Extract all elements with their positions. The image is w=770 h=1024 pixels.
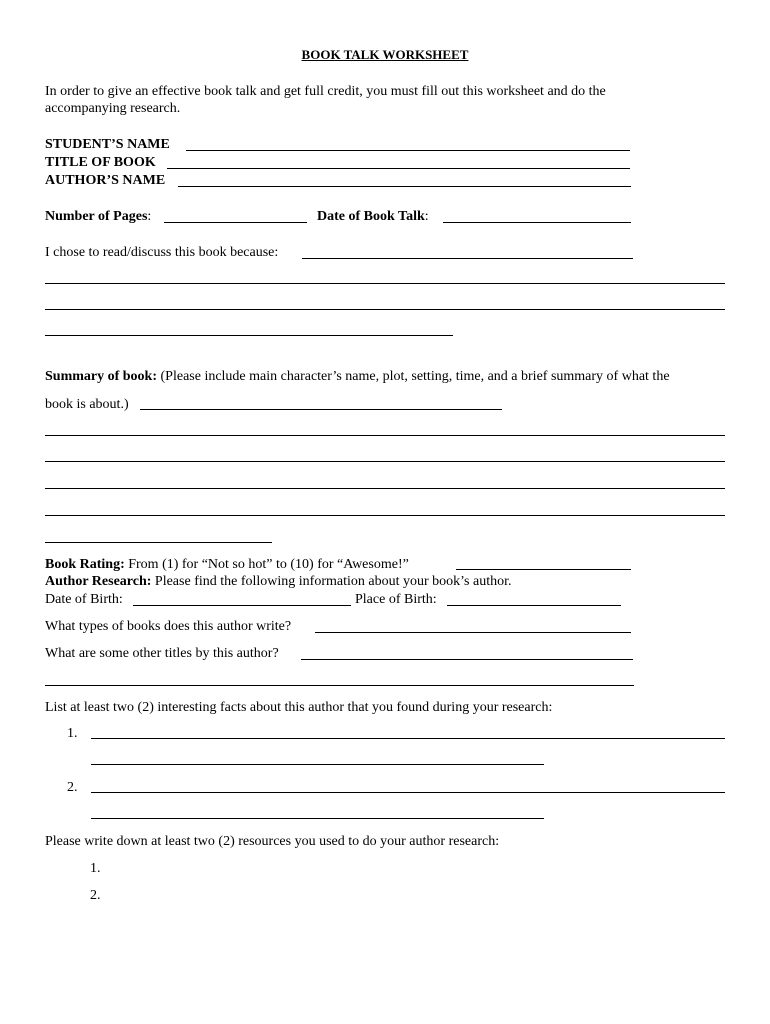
facts-prompt: List at least two (2) interesting facts about this author that you found during your research: xyxy=(45,700,553,715)
resource-number-2: 2. xyxy=(90,888,101,903)
dob-field[interactable] xyxy=(133,605,351,606)
date-talk-field[interactable] xyxy=(443,222,631,223)
pob-field[interactable] xyxy=(447,605,621,606)
author-research-label: Author Research: xyxy=(45,574,152,589)
book-title-field[interactable] xyxy=(167,168,630,169)
summary-field-2[interactable] xyxy=(45,435,725,436)
fact-2-field-1[interactable] xyxy=(91,792,725,793)
resources-prompt: Please write down at least two (2) resources you used to do your author research: xyxy=(45,834,500,849)
author-name-field[interactable] xyxy=(178,186,631,187)
fact-1-field-2[interactable] xyxy=(91,764,544,765)
date-talk-colon: : xyxy=(424,209,429,224)
titles-label: What are some other titles by this author? xyxy=(45,646,279,661)
summary-field-4[interactable] xyxy=(45,488,725,489)
summary-prompt xyxy=(45,368,670,385)
num-pages-colon: : xyxy=(147,209,152,224)
num-pages-text: Number of Pages xyxy=(45,209,148,224)
resource-number-1: 1. xyxy=(90,861,101,876)
author-research-text: Please find the following information about your book’s author. xyxy=(151,574,512,589)
reason-field-4[interactable] xyxy=(45,335,453,336)
dob-label: Date of Birth: xyxy=(45,592,123,607)
types-field[interactable] xyxy=(315,632,631,633)
fact-number-1: 1. xyxy=(67,726,78,741)
fact-1-field-1[interactable] xyxy=(91,738,725,739)
rating-label: Book Rating: xyxy=(45,557,125,572)
book-title-label: TITLE OF BOOK xyxy=(45,155,156,170)
fact-number-2: 2. xyxy=(67,780,78,795)
summary-prompt-line-2: book is about.) xyxy=(45,397,129,412)
summary-field-3[interactable] xyxy=(45,461,725,462)
summary-label: Summary of book: xyxy=(45,369,158,384)
summary-instructions: (Please include main character’s name, plot, setting, time, and a brief summary of what the xyxy=(157,369,670,384)
reason-field-3[interactable] xyxy=(45,309,725,310)
num-pages-label xyxy=(45,208,151,225)
student-name-field[interactable] xyxy=(186,150,630,151)
reason-label: I chose to read/discuss this book because: xyxy=(45,245,279,260)
rating-text: From (1) for “Not so hot” to (10) for “Awesome!” xyxy=(124,557,409,572)
titles-field-2[interactable] xyxy=(45,685,634,686)
summary-field-6[interactable] xyxy=(45,542,272,543)
pob-label: Place of Birth: xyxy=(355,592,437,607)
rating-field[interactable] xyxy=(456,569,631,570)
worksheet-title: BOOK TALK WORKSHEET xyxy=(301,47,469,62)
reason-field-2[interactable] xyxy=(45,283,725,284)
reason-field-1[interactable] xyxy=(302,258,633,259)
types-label: What types of books does this author write? xyxy=(45,619,292,634)
author-name-label: AUTHOR’S NAME xyxy=(45,173,166,188)
intro-line-1: In order to give an effective book talk and get full credit, you must fill out this worksheet and do the xyxy=(45,84,606,99)
num-pages-field[interactable] xyxy=(164,222,307,223)
date-talk-label xyxy=(317,208,429,225)
fact-2-field-2[interactable] xyxy=(91,818,544,819)
summary-field-1[interactable] xyxy=(140,409,502,410)
student-name-label: STUDENT’S NAME xyxy=(45,137,170,152)
summary-field-5[interactable] xyxy=(45,515,725,516)
intro-line-2: accompanying research. xyxy=(45,101,181,116)
author-research-prompt xyxy=(45,573,511,590)
rating-prompt xyxy=(45,556,409,573)
date-talk-text: Date of Book Talk xyxy=(317,209,425,224)
titles-field-1[interactable] xyxy=(301,659,633,660)
